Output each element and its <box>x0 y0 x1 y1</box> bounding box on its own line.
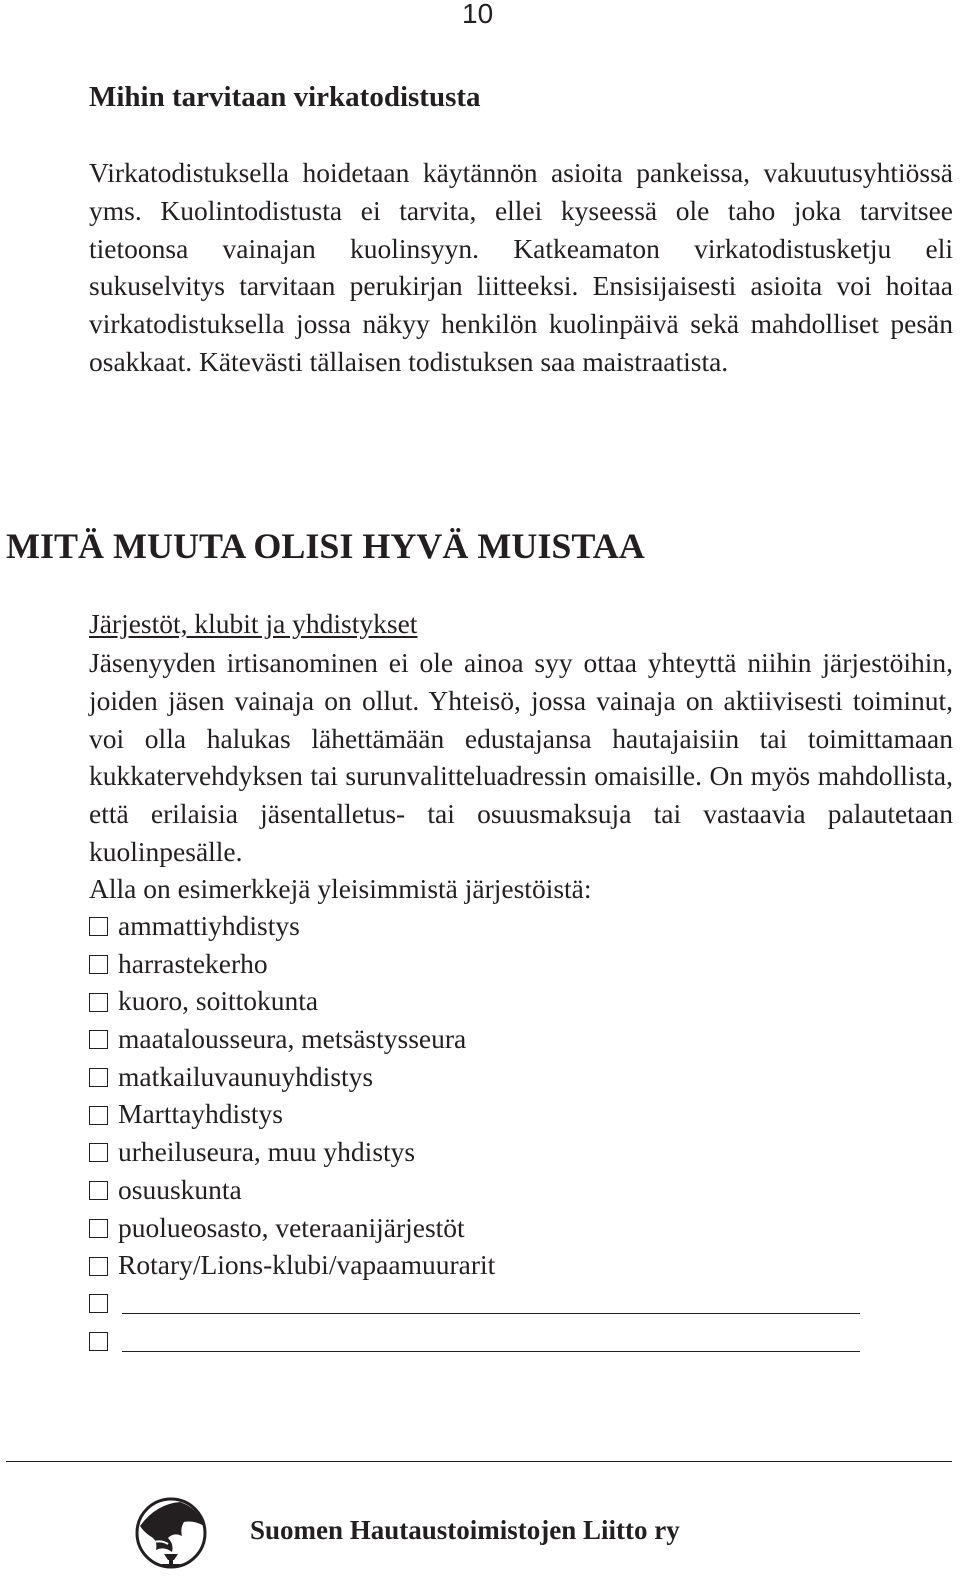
checklist-item-label: osuuskunta <box>118 1173 242 1205</box>
organization-checklist <box>89 907 949 1359</box>
page-number: 10 <box>462 0 494 29</box>
checklist-item <box>89 1058 949 1096</box>
checklist-item-label: kuoro, soittokunta <box>118 985 319 1017</box>
checklist-item-label: Rotary/Lions-klubi/vapaamuurarit <box>118 1249 496 1281</box>
checklist-item-label: matkailuvaunuyhdistys <box>118 1060 374 1092</box>
checklist-item-blank <box>89 1284 949 1322</box>
footer-divider <box>6 1461 952 1462</box>
checklist-item <box>89 1095 949 1133</box>
checkbox[interactable] <box>89 1106 108 1125</box>
jarjestot-paragraph: Jäsenyyden irtisanominen ei ole ainoa syy ottaa yhteyttä niihin järjestöihin, joiden jäsen vainaja on ollut. Yhteisö, jossa vainaja on aktiivisesti toiminut, voi olla halukas lähettämään edustajansa hautajaisiin tai toimittamaan kukkatervehdyksen tai surunvalitteluadressin omaisille. On myös mahdollista, että erilaisia jäsentalletus- tai osuusmaksuja tai vastaavia palautetaan kuolinpesälle. <box>89 647 953 867</box>
checklist-item <box>89 982 949 1020</box>
checklist-item-blank <box>89 1322 949 1360</box>
checklist-item <box>89 1020 949 1058</box>
checkbox[interactable] <box>89 1294 108 1313</box>
checklist-item-label: ammattiyhdistys <box>118 910 300 941</box>
checkbox[interactable] <box>89 1219 108 1238</box>
checkbox[interactable] <box>89 1143 108 1162</box>
organization-name: Suomen Hautaustoimistojen Liitto ry <box>250 1515 680 1545</box>
checklist-item-label: urheiluseura, muu yhdistys <box>118 1136 416 1168</box>
blank-write-in-line[interactable] <box>122 1329 860 1352</box>
checkbox[interactable] <box>89 1068 108 1087</box>
checklist-item-label: harrastekerho <box>118 947 268 979</box>
checklist-item <box>89 1133 949 1171</box>
checkbox[interactable] <box>89 1332 108 1351</box>
checkbox[interactable] <box>89 1181 108 1200</box>
section-title-virkatodistus: Mihin tarvitaan virkatodistusta <box>89 81 481 113</box>
checkbox[interactable] <box>89 1257 108 1276</box>
association-emblem-icon <box>134 1496 208 1570</box>
checkbox[interactable] <box>89 1030 108 1049</box>
checklist-item-label: puolueosasto, veteraanijärjestöt <box>118 1211 465 1243</box>
checklist-item <box>89 1209 949 1247</box>
checklist-item <box>89 1246 949 1284</box>
section-title-muistaa: MITÄ MUUTA OLISI HYVÄ MUISTAA <box>6 526 645 566</box>
checklist-item <box>89 1171 949 1209</box>
checklist-item <box>89 907 949 945</box>
checklist-item-label: maatalousseura, metsästysseura <box>118 1023 467 1055</box>
list-intro: Alla on esimerkkejä yleisimmistä järjestöistä: <box>89 873 592 904</box>
checkbox[interactable] <box>89 955 108 974</box>
virkatodistus-paragraph: Virkatodistuksella hoidetaan käytännön asioita pankeissa, vakuutusyhtiössä yms. Kuolintodistusta ei tarvita, ellei kyseessä ole taho joka tarvitsee tietoonsa vainajan kuolinsyyn. Katkeamaton virkatodistusketju eli sukuselvitys tarvitaan perukirjan liitteeksi. Ensisijaisesti asioita voi hoitaa virkatodistuksella jossa näkyy henkilön kuolinpäivä sekä mahdolliset pesän osakkaat. Kätevästi tällaisen todistuksen saa maistraatista. <box>89 157 953 377</box>
checkbox[interactable] <box>89 993 108 1012</box>
checklist-item <box>89 945 949 983</box>
subheading-jarjestot: Järjestöt, klubit ja yhdistykset <box>89 608 418 639</box>
checklist-item-label: Marttayhdistys <box>118 1098 283 1130</box>
checkbox[interactable] <box>89 917 108 936</box>
blank-write-in-line[interactable] <box>122 1291 860 1314</box>
